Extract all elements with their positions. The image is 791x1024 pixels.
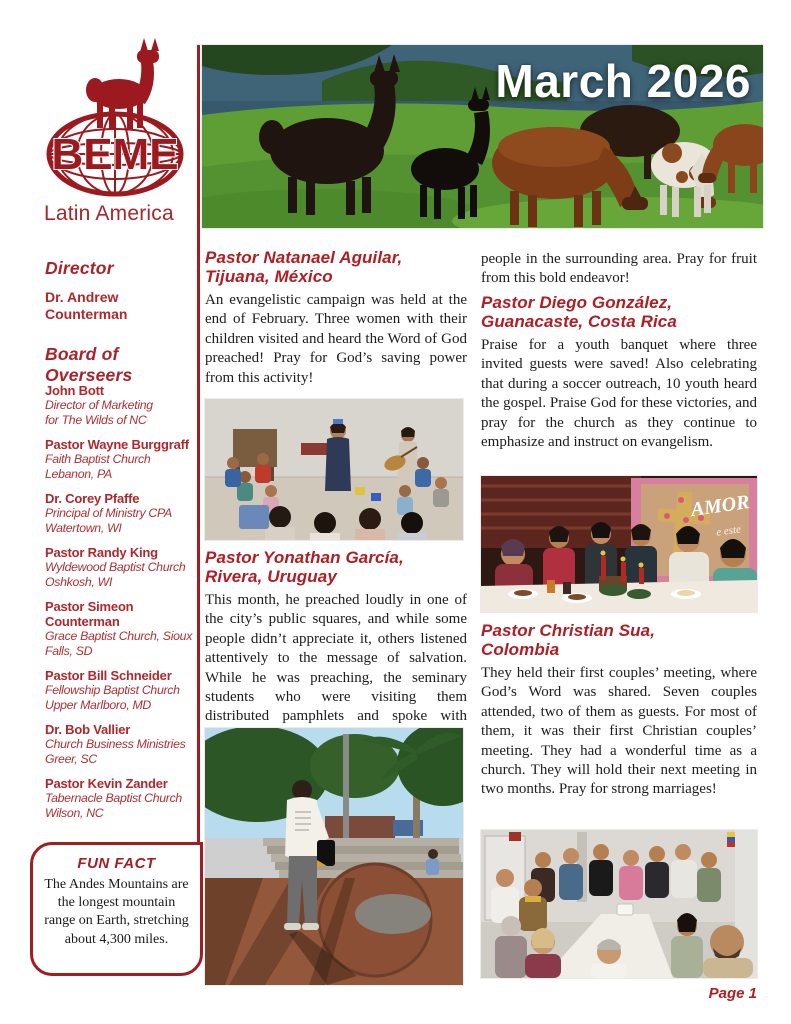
board-member (45, 599, 203, 658)
article-continuation-garcia: people in the surrounding area. Pray for fruit from this bold endeavor! (481, 251, 757, 287)
member-name: Dr. Corey Pfaffe (45, 491, 140, 506)
heading-line: Tijuana, México (205, 267, 333, 286)
board-member (45, 437, 203, 481)
article-body-garcia: This month, he preached loudly in one of the city’s public squares, and while some people didn’t appreciate it, others listened attentively to the message of salvation. While he was preaching, the seminary students who were visiting them distributed pamphlets and spoke with (205, 592, 467, 725)
heading-line: Pastor Diego González, (481, 293, 673, 312)
article-body-aguilar: An evangelistic campaign was held at the end of February. Three women with their children visited and heard the Word of God preached! Pray for God’s saving power from this activity! (205, 292, 467, 386)
heading-line: Colombia (481, 640, 560, 659)
member-detail: for The Wilds of NC (45, 412, 147, 427)
region-label: Latin America (44, 202, 174, 225)
member-detail: Upper Marlboro, MD (45, 697, 151, 712)
member-detail: Fellowship Baptist Church (45, 683, 180, 697)
heading-line: Pastor Yonathan García, (205, 548, 404, 567)
board-member (45, 491, 203, 535)
banquet-table-illustration (481, 476, 757, 612)
issue-date: March 2026 (495, 55, 751, 107)
member-detail: Greer, SC (45, 751, 97, 766)
member-detail: Falls, SD (45, 643, 93, 658)
member-detail: Church Business Ministries (45, 737, 186, 751)
fun-fact-heading: FUN FACT (77, 855, 156, 872)
board-member (45, 545, 203, 589)
member-name: Counterman (45, 614, 120, 629)
member-detail: Principal of Ministry CPA (45, 506, 172, 520)
heading-line: Guanacaste, Costa Rica (481, 312, 677, 331)
beme-wordmark: BEME (51, 130, 179, 179)
member-detail: Wilson, NC (45, 805, 104, 820)
director-name: Dr. Andrew Counterman (45, 289, 128, 322)
photo-public-square (205, 728, 463, 985)
photo-couples-meeting (481, 830, 757, 978)
article-heading-sua (481, 621, 757, 659)
banner-subtext: e este (715, 523, 742, 539)
member-name: Pastor Wayne Burggraff (45, 437, 189, 452)
director-heading: Director (45, 258, 114, 278)
board-member (45, 776, 203, 820)
member-detail: Tabernacle Baptist Church (45, 791, 182, 805)
board-member (45, 383, 203, 427)
member-detail: Lebanon, PA (45, 466, 112, 481)
member-name: Dr. Bob Vallier (45, 722, 131, 737)
fun-fact-box (30, 842, 203, 976)
member-name: Pastor Randy King (45, 545, 158, 560)
member-name: Pastor Kevin Zander (45, 776, 168, 791)
fun-fact-body: The Andes Mountains are the longest mountain range on Earth, stretching about 4,300 miles. (44, 877, 189, 947)
article-body-sua: They held their first couples’ meeting, where God’s Word was shared. Seven couples attended, two of them as guests. For most of them, it was their first Christian couples’ meeting. They had a wonderful time as a church. They will hold their next meeting in two months. Pray for strong marriages! (481, 665, 757, 798)
llama-globe-logo-icon (36, 38, 192, 198)
member-detail: Grace Baptist Church, Sioux (45, 629, 193, 643)
article-heading-garcia (205, 548, 467, 586)
member-detail: Wyldewood Baptist Church (45, 560, 186, 574)
member-detail: Watertown, WI (45, 520, 122, 535)
member-name: Pastor Bill Schneider (45, 668, 172, 683)
photo-childrens-meeting (205, 399, 463, 540)
board-member (45, 668, 203, 712)
banner-text: AMOR (689, 491, 751, 522)
group-selfie-illustration (481, 830, 757, 978)
heading-line: Rivera, Uruguay (205, 567, 337, 586)
board-heading: Board of Overseers (45, 344, 133, 385)
member-detail: Oshkosh, WI (45, 574, 113, 589)
plaza-preaching-illustration (205, 728, 463, 985)
member-detail: Director of Marketing (45, 398, 153, 412)
member-detail: Faith Baptist Church (45, 452, 151, 466)
member-name: John Bott (45, 383, 104, 398)
article-body-gonzalez: Praise for a youth banquet where three invited guests were saved! Also celebrating that during a soccer outreach, 10 youth heard the gospel. Praise God for these victories, and pray for the church as they continue to emphasize and instruct on evangelism. (481, 337, 757, 451)
heading-line: Pastor Natanael Aguilar, (205, 248, 403, 267)
board-list (45, 383, 203, 830)
heading-line: Pastor Christian Sua, (481, 621, 656, 640)
indoor-meeting-illustration (205, 399, 463, 540)
photo-youth-banquet (481, 476, 757, 612)
article-heading-aguilar (205, 248, 467, 286)
page-number: Page 1 (708, 985, 757, 1002)
sidebar-divider (197, 45, 200, 842)
board-member (45, 722, 203, 766)
member-name: Pastor Simeon (45, 599, 134, 614)
article-heading-gonzalez (481, 293, 757, 331)
beme-logo (36, 38, 192, 198)
